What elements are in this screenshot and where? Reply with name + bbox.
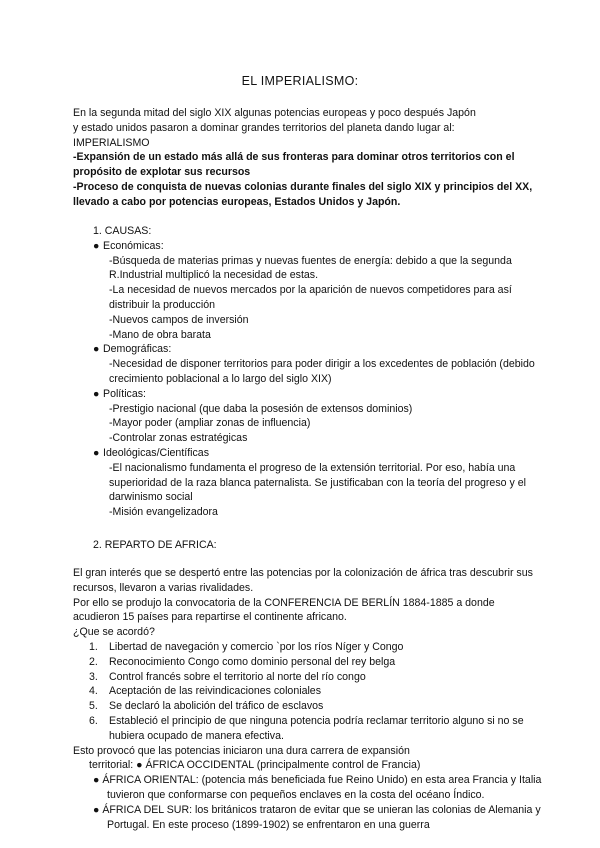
category-label: Económicas: <box>103 239 164 252</box>
list-item: -Nuevos campos de inversión <box>109 313 249 326</box>
item-number: 6. <box>89 714 98 727</box>
list-item <box>89 670 543 685</box>
territory-south <box>89 803 543 833</box>
item-text: Reconocimiento Congo como dominio personal del rey belga <box>109 655 396 668</box>
causes-section <box>73 224 543 520</box>
item-number: 5. <box>89 700 98 713</box>
territory-text: ÁFRICA DEL SUR: los británicos trataron de evitar que se unieran las colonias de Alemania y Portugal. En este proceso (1899-1902) se enfrentaron en una guerra <box>102 803 541 831</box>
item-text: Aceptación de las reivindicaciones coloniales <box>109 685 321 698</box>
bullet-icon: ● <box>93 343 100 356</box>
paragraph: El gran interés que se despertó entre las potencias por la colonización de áfrica tras descubrir sus recursos, llevaron a varias rivalidades. <box>73 567 533 594</box>
item-number: 1. <box>89 640 98 653</box>
intro-line: En la segunda mitad del siglo XIX algunas potencias europeas y poco después Japón <box>73 107 476 119</box>
intro-line: y estado unidos pasaron a dominar grandes territorios del planeta dando lugar al: <box>73 121 455 134</box>
intro-term: IMPERIALISMO <box>73 136 150 149</box>
item-text: Libertad de navegación y comercio `por los ríos Níger y Congo <box>109 640 404 653</box>
list-item: -Controlar zonas estratégicas <box>109 432 248 445</box>
list-item <box>89 714 543 744</box>
list-item: -Búsqueda de materias primas y nuevas fuentes de energía: debido a que la segunda R.Industrial multiplicó la necesidad de estas. <box>109 254 512 282</box>
question: ¿Que se acordó? <box>73 626 155 639</box>
page-title: EL IMPERIALISMO: <box>241 74 359 88</box>
list-item: -Mano de obra barata <box>109 328 211 341</box>
territory-line <box>89 758 543 773</box>
list-item: -Prestigio nacional (que daba la posesión de extensos dominios) <box>109 402 413 415</box>
bullet-icon: ● <box>93 774 100 787</box>
list-item: -Necesidad de disponer territorios para poder dirigir a los excedentes de población (debido crecimiento poblacional a lo largo del siglo XIX) <box>109 358 535 385</box>
item-number: 2. <box>89 655 98 668</box>
item-text: Se declaró la abolición del tráfico de esclavos <box>109 700 324 713</box>
territorial-label: territorial: <box>89 759 134 772</box>
intro-section <box>73 106 543 210</box>
africa-section <box>73 566 543 832</box>
category-ideological <box>93 446 543 461</box>
africa-heading: 2. REPARTO DE AFRICA: <box>93 539 217 551</box>
item-number: 4. <box>89 685 98 698</box>
category-label: Ideológicas/Científicas <box>103 446 209 459</box>
consequence: Esto provocó que las potencias iniciaron una dura carrera de expansión <box>73 744 410 757</box>
bullet-icon: ● <box>93 239 100 252</box>
list-item: -Mayor poder (ampliar zonas de influencia) <box>109 417 311 430</box>
definition-1: -Expansión de un estado más allá de sus fronteras para dominar otros territorios con el propósito de explotar sus recursos <box>73 151 515 179</box>
territory-east <box>89 773 543 803</box>
territory-text: ÁFRICA ORIENTAL: (potencia más beneficiada fue Reino Unido) en esta area Francia y Italia tuvieron que conformarse con pequeños enclaves en la costa del océano Índico. <box>102 774 542 801</box>
agreements-list <box>73 640 543 744</box>
item-number: 3. <box>89 670 98 683</box>
territory-west: ÁFRICA OCCIDENTAL (principalmente control de Francia) <box>145 759 421 772</box>
list-item <box>89 655 543 670</box>
list-item: -El nacionalismo fundamenta el progreso de la extensión territorial. Por eso, había una superioridad de la raza blanca paternalista. Se justificaban con la teoría del progreso y el darwinismo social <box>109 461 526 504</box>
list-item <box>89 699 543 714</box>
category-political <box>93 387 543 402</box>
list-item <box>89 640 543 655</box>
bullet-icon: ● <box>93 803 100 816</box>
list-item <box>89 684 543 699</box>
bullet-icon: ● <box>93 446 100 459</box>
category-economic <box>93 239 543 254</box>
item-text: Control francés sobre el territorio al norte del río congo <box>109 670 366 683</box>
bullet-icon: ● <box>136 759 143 772</box>
definition-2: -Proceso de conquista de nuevas colonias durante finales del siglo XIX y principios del XX, llevado a cabo por potencias europeas, Estados Unidos y Japón. <box>73 180 533 208</box>
category-label: Políticas: <box>103 387 146 400</box>
category-demographic <box>93 342 543 357</box>
causes-heading: 1. CAUSAS: <box>93 225 152 237</box>
list-item: -Misión evangelizadora <box>109 506 218 519</box>
item-text: Estableció el principio de que ninguna potencia podría reclamar territorio alguno si no se hubiera ocupado de manera efectiva. <box>109 714 524 742</box>
bullet-icon: ● <box>93 387 100 400</box>
list-item: -La necesidad de nuevos mercados por la aparición de nuevos competidores para así distribuir la producción <box>109 284 512 311</box>
category-label: Demográficas: <box>103 343 172 356</box>
paragraph: Por ello se produjo la convocatoria de la CONFERENCIA DE BERLÍN 1884-1885 a donde acudieron 15 países para repartirse el continente africano. <box>73 596 495 624</box>
